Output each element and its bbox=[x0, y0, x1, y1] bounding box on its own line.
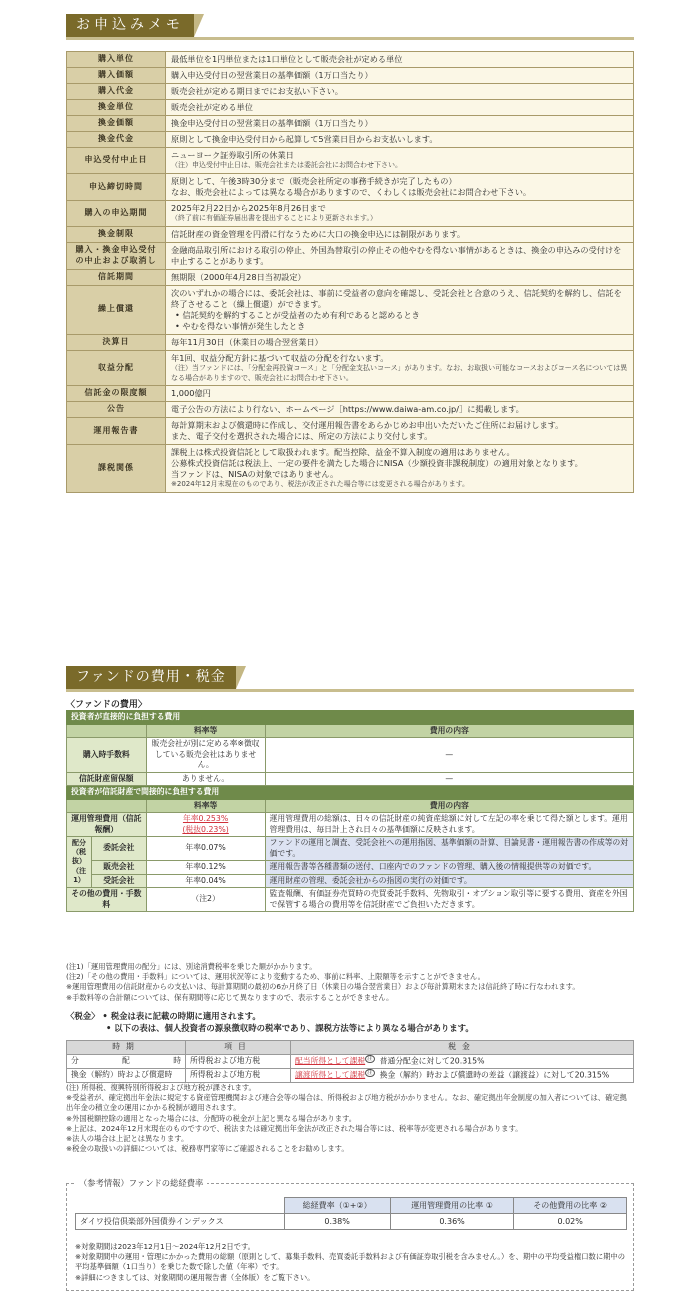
tax-period-0: 分配時 bbox=[67, 1054, 186, 1068]
memo-note: （終了前に有価証券届出書を提出することにより更新されます。） bbox=[171, 214, 377, 223]
alloc-desc-2: 運用財産の管理、委託会社からの指図の実行の対価です。 bbox=[265, 874, 633, 888]
tax-note: ※税金の取扱いの詳細については、税務専門家等にご確認されることをお勧めします。 bbox=[66, 1144, 349, 1154]
memo-line: 1,000億円 bbox=[171, 388, 211, 398]
ref-mgmt-value: 0.36% bbox=[390, 1214, 514, 1230]
memo-row-value bbox=[166, 84, 634, 100]
fee-header-rate-2: 料率等 bbox=[146, 799, 265, 813]
memo-table bbox=[66, 51, 634, 493]
memo-row-value bbox=[166, 402, 634, 418]
memo-row-value bbox=[166, 445, 634, 493]
memo-row-value bbox=[166, 52, 634, 68]
buy-fee-label: 購入時手数料 bbox=[67, 738, 147, 773]
fee-header-desc: 費用の内容 bbox=[265, 724, 633, 738]
memo-row-label: 公告 bbox=[67, 402, 166, 418]
memo-line: • やむを得ない事情が発生したとき bbox=[175, 320, 306, 331]
tax-kind-0: 配当所得として課税 bbox=[295, 1056, 366, 1066]
fee-notes bbox=[66, 962, 634, 1003]
fee-table bbox=[66, 710, 634, 912]
other-fee-desc: 監査報酬、有価証券売買時の売買委託手数料、先物取引・オプション取引等に要する費用、資産を外国で保管する場合の費用等を信託財産でご負担いただきます。 bbox=[265, 888, 633, 912]
tax-detail-0: 普通分配金に対して20.315% bbox=[379, 1056, 485, 1066]
memo-row bbox=[67, 242, 634, 269]
memo-row-label: 繰上償還 bbox=[67, 285, 166, 334]
memo-line: 販売会社が定める期日までにお支払い下さい。 bbox=[171, 86, 343, 97]
tax-value-0 bbox=[291, 1054, 634, 1068]
memo-line: 販売会社が定める単位 bbox=[171, 102, 253, 113]
ref-notes bbox=[75, 1242, 627, 1283]
tax-note: ※受益者が、確定拠出年金法に規定する資産管理機関および連合会等の場合は、所得税および地方税がかかりません。なお、確定拠出年金制度の加入者については、確定拠出年金の積立金の運用にかかる税制が適用されます。 bbox=[66, 1093, 627, 1113]
ref-col-other: その他費用の比率 ② bbox=[514, 1198, 627, 1214]
memo-row-label: 課税関係 bbox=[67, 445, 166, 493]
memo-row bbox=[67, 386, 634, 402]
fee-note: ※運用管理費用の信託財産からの支払いは、毎計算期間の最初の6か月終了日（休業日の場合翌営業日）および毎計算期末または信託終了時に行なわれます。 bbox=[66, 982, 580, 992]
ref-total-value: 0.38% bbox=[284, 1214, 390, 1230]
tax-table bbox=[66, 1040, 634, 1083]
memo-row-label: 換金単位 bbox=[67, 100, 166, 116]
memo-row bbox=[67, 201, 634, 227]
ref-note: ※詳細につきましては、対象期間の運用報告書（全体版）をご覧下さい。 bbox=[75, 1272, 315, 1282]
other-fee-rate: （注2） bbox=[146, 888, 265, 912]
memo-line: 課税上は株式投資信託として取扱われます。配当控除、益金不算入制度の適用はありません。 bbox=[171, 447, 515, 458]
memo-row-label: 換金制限 bbox=[67, 226, 166, 242]
memo-row-value bbox=[166, 201, 634, 227]
alloc-desc-0: ファンドの運用と調査、受託会社への運用指図、基準価額の計算、目論見書・運用報告書の作成等の対価です。 bbox=[265, 837, 633, 861]
memo-row bbox=[67, 285, 634, 334]
alloc-rate-0: 年率0.07% bbox=[146, 837, 265, 861]
memo-row-value bbox=[166, 386, 634, 402]
memo-row-label: 信託金の限度額 bbox=[67, 386, 166, 402]
tax-col-tax: 税金 bbox=[291, 1041, 634, 1055]
memo-row-value bbox=[166, 116, 634, 132]
memo-note: （注）当ファンドには、「分配金再投資コース」と「分配金支払いコース」があります。なお、お取扱い可能なコースおよびコース名については異なる場合がありますので、販売会社にお問合わせ下さい。 bbox=[171, 364, 628, 382]
memo-row bbox=[67, 52, 634, 68]
expense-ratio-table bbox=[75, 1197, 627, 1230]
memo-row bbox=[67, 335, 634, 351]
memo-line: ニューヨーク証券取引所の休業日 bbox=[171, 150, 294, 161]
fee-note: ※手数料等の合計額については、保有期間等に応じて異なりますので、表示することができません。 bbox=[66, 992, 394, 1002]
fee-note: (注2)「その他の費用・手数料」については、運用状況等により変動するため、事前に料率、上限額等を示すことができません。 bbox=[66, 972, 485, 982]
memo-line: 次のいずれかの場合には、委託会社は、事前に受益者の意向を確認し、受託会社と合意のうえ、信託契約を解約し、信託を終了させること（繰上償還）ができます。 bbox=[171, 287, 622, 309]
memo-line: 公募株式投資信託は税法上、一定の要件を満たした場合にNISA（少額投資非課税制度）の適用対象となります。 bbox=[171, 458, 583, 469]
memo-line: 年1回、収益分配方針に基づいて収益の分配を行ないます。 bbox=[171, 353, 389, 364]
tax-detail-1: 換金（解約）時および償還時の差益（譲渡益）に対して20.315% bbox=[379, 1070, 610, 1080]
ref-col-mgmt: 運用管理費用の比率 ① bbox=[390, 1198, 514, 1214]
memo-row bbox=[67, 402, 634, 418]
memo-line: 毎計算期末および償還時に作成し、交付運用報告書をあらかじめお申出いただいたご住所にお届けします。 bbox=[171, 420, 564, 431]
memo-line: 金融商品取引所における取引の停止、外国為替取引の停止その他やむを得ない事情があるときは、換金の申込みの受付けを中止することがあります。 bbox=[171, 244, 622, 266]
direct-cost-band: 投資者が直接的に負担する費用 bbox=[67, 711, 634, 725]
memo-row-value bbox=[166, 335, 634, 351]
ref-col-total: 総経費率（①+②） bbox=[284, 1198, 390, 1214]
mgmt-fee-rate bbox=[146, 813, 265, 837]
tax-item-1: 所得税および地方税 bbox=[186, 1068, 291, 1082]
ref-other-value: 0.02% bbox=[514, 1214, 627, 1230]
memo-line: 購入申込受付日の翌営業日の基準価額（1万口当たり） bbox=[171, 70, 373, 81]
memo-row-label: 決算日 bbox=[67, 335, 166, 351]
memo-row bbox=[67, 445, 634, 493]
tax-col-item: 項目 bbox=[186, 1041, 291, 1055]
memo-row-label: 申込受付中止日 bbox=[67, 148, 166, 174]
memo-line: 毎年11月30日（休業日の場合翌営業日） bbox=[171, 337, 323, 347]
memo-row-label: 信託期間 bbox=[67, 269, 166, 285]
memo-row-value bbox=[166, 269, 634, 285]
tax-heading-line2: • 以下の表は、個人投資者の源泉徴収時の税率であり、課税方法等により異なる場合があります。 bbox=[106, 1023, 474, 1034]
memo-row-value bbox=[166, 418, 634, 445]
tax-note: (注) 所得税、復興特別所得税および地方税が課されます。 bbox=[66, 1083, 256, 1092]
memo-row-label: 運用報告書 bbox=[67, 418, 166, 445]
ref-note: ※対象期間は2023年12月1日～2024年12月2日です。 bbox=[75, 1242, 255, 1251]
memo-row-value bbox=[166, 351, 634, 386]
mgmt-fee-desc: 運用管理費用の総額は、日々の信託財産の純資産総額に対して左記の率を乗じて得た額とします。運用管理費用は、毎日計上され日々の基準価額に反映されます。 bbox=[265, 813, 633, 837]
mgmt-fee-label: 運用管理費用（信託報酬） bbox=[67, 813, 147, 837]
tax-notes bbox=[66, 1083, 634, 1154]
tax-item-0: 所得税および地方税 bbox=[186, 1054, 291, 1068]
memo-line: 当ファンドは、NISAの対象ではありません。 bbox=[171, 469, 339, 480]
memo-row-label: 換金代金 bbox=[67, 132, 166, 148]
fee-subtitle: 〈ファンドの費用〉 bbox=[66, 700, 147, 710]
memo-line: また、電子交付を選択された場合には、所定の方法により交付します。 bbox=[171, 431, 433, 442]
memo-row-label: 購入価額 bbox=[67, 68, 166, 84]
memo-line: 2025年2月22日から2025年8月26日まで bbox=[171, 203, 326, 213]
memo-title-rule bbox=[66, 37, 634, 40]
fee-header-blank bbox=[67, 724, 147, 738]
reserve-desc: — bbox=[265, 772, 633, 786]
memo-row-label: 換金価額 bbox=[67, 116, 166, 132]
expense-ratio-box bbox=[66, 1178, 634, 1291]
fee-header-desc-2: 費用の内容 bbox=[265, 799, 633, 813]
fee-note: (注1)「運用管理費用の配分」には、別途消費税率を乗じた額がかかります。 bbox=[66, 962, 317, 971]
alloc-label: 配分（税抜）（注1） bbox=[67, 837, 92, 888]
tax-note: ※法人の場合は上記とは異なります。 bbox=[66, 1134, 189, 1144]
memo-row-label: 購入代金 bbox=[67, 84, 166, 100]
alloc-rate-1: 年率0.12% bbox=[146, 861, 265, 875]
alloc-name-2: 受託会社 bbox=[92, 874, 147, 888]
memo-line: 換金申込受付日の翌営業日の基準価額（1万口当たり） bbox=[171, 118, 373, 129]
fee-header-blank-2 bbox=[67, 799, 147, 813]
memo-row-value bbox=[166, 100, 634, 116]
tax-value-1 bbox=[291, 1068, 634, 1082]
memo-row-label: 申込締切時間 bbox=[67, 173, 166, 200]
memo-row bbox=[67, 226, 634, 242]
tax-col-period: 時期 bbox=[67, 1041, 186, 1055]
indirect-cost-band: 投資者が信託財産で間接的に負担する費用 bbox=[67, 786, 634, 800]
memo-row-value bbox=[166, 226, 634, 242]
memo-line: 原則として、午後3時30分まで（販売会社所定の事務手続きが完了したもの） bbox=[171, 175, 457, 186]
expense-ratio-title: （参考情報）ファンドの総経費率 bbox=[75, 1177, 207, 1189]
alloc-name-1: 販売会社 bbox=[92, 861, 147, 875]
ref-note: ※対象期間中の運用・管理にかかった費用の総額（原則として、募集手数料、売買委託手数料および有価証券取引税を含みません。）を、期中の平均受益権口数に期中の平均基準価額（1口当り）を乗じた数で除した値（年率）です。 bbox=[75, 1252, 626, 1272]
memo-line: 電子公告の方法により行ない、ホームページ［https://www.daiwa-am.co.jp/］に掲載します。 bbox=[171, 404, 524, 415]
memo-row bbox=[67, 84, 634, 100]
reserve-rate: ありません。 bbox=[146, 772, 265, 786]
memo-row bbox=[67, 132, 634, 148]
memo-note: （注）申込受付中止日は、販売会社または委託会社にお問合わせ下さい。 bbox=[171, 161, 402, 170]
memo-line: 原則として換金申込受付日から起算して5営業日目からお支払いします。 bbox=[171, 134, 438, 145]
tax-sup-0: 注 bbox=[367, 1055, 373, 1062]
memo-row-label: 購入単位 bbox=[67, 52, 166, 68]
memo-row-value bbox=[166, 173, 634, 200]
memo-line: 信託財産の資金管理を円滑に行なうために大口の換金申込には制限があります。 bbox=[171, 228, 466, 239]
tax-heading-line1: • 税金は表に記載の時期に適用されます。 bbox=[102, 1011, 261, 1021]
alloc-rate-2: 年率0.04% bbox=[146, 874, 265, 888]
memo-row bbox=[67, 148, 634, 174]
tax-kind-1: 譲渡所得として課税 bbox=[295, 1070, 366, 1080]
memo-row-label: 購入の申込期間 bbox=[67, 201, 166, 227]
memo-row bbox=[67, 68, 634, 84]
ref-fund-name: ダイワ投信倶楽部外国債券インデックス bbox=[76, 1214, 285, 1230]
memo-row bbox=[67, 418, 634, 445]
memo-row bbox=[67, 351, 634, 386]
memo-note: ※2024年12月末現在のものであり、税法が改正された場合等には変更される場合があります。 bbox=[171, 480, 470, 489]
tax-note: ※上記は、2024年12月末現在のものですので、税法または確定拠出年金法が改正された場合等には、税率等が変更される場合があります。 bbox=[66, 1123, 523, 1133]
tax-sup-1: 注 bbox=[367, 1069, 373, 1076]
memo-row-value bbox=[166, 132, 634, 148]
memo-row-label: 購入・換金申込受付の中止および取消し bbox=[67, 242, 166, 269]
mgmt-fee-rate-excl: (税抜0.23%) bbox=[182, 824, 229, 834]
tax-heading-label: 〈税金〉 bbox=[66, 1011, 100, 1021]
fees-section-title: ファンドの費用・税金 bbox=[66, 666, 236, 689]
ref-header-blank bbox=[76, 1198, 285, 1214]
memo-row bbox=[67, 100, 634, 116]
memo-row bbox=[67, 116, 634, 132]
buy-fee-desc: — bbox=[265, 738, 633, 773]
memo-line: なお、販売会社によっては異なる場合がありますので、くわしくは販売会社にお問合わせ下さい。 bbox=[171, 186, 532, 197]
memo-section-title: お申込みメモ bbox=[66, 14, 194, 37]
memo-line: 最低単位を1円単位または1口単位として販売会社が定める単位 bbox=[171, 54, 403, 64]
mgmt-fee-rate-incl: 年率0.253% bbox=[182, 814, 229, 824]
tax-note: ※外国税額控除の適用となった場合には、分配時の税金が上記と異なる場合があります。 bbox=[66, 1113, 357, 1123]
alloc-name-0: 委託会社 bbox=[92, 837, 147, 861]
memo-row bbox=[67, 173, 634, 200]
memo-row-label: 収益分配 bbox=[67, 351, 166, 386]
memo-row-value bbox=[166, 242, 634, 269]
tax-heading bbox=[66, 1010, 634, 1034]
memo-row bbox=[67, 269, 634, 285]
fee-header-rate: 料率等 bbox=[146, 724, 265, 738]
memo-row-value bbox=[166, 285, 634, 334]
fees-title-rule bbox=[66, 689, 634, 692]
tax-period-1: 換金（解約）時および償還時 bbox=[67, 1068, 186, 1082]
reserve-label: 信託財産留保額 bbox=[67, 772, 147, 786]
memo-line: • 信託契約を解約することが受益者のため有利であると認めるとき bbox=[175, 309, 420, 320]
other-fee-label: その他の費用・手数料 bbox=[67, 888, 147, 912]
memo-line: 無期限（2000年4月28日当初設定） bbox=[171, 271, 306, 282]
alloc-desc-1: 運用報告書等各種書類の送付、口座内でのファンドの管理、購入後の情報提供等の対価です。 bbox=[265, 861, 633, 875]
buy-fee-rate: 販売会社が別に定める率※徴収している販売会社はありません。 bbox=[146, 738, 265, 773]
memo-row-value bbox=[166, 68, 634, 84]
memo-row-value bbox=[166, 148, 634, 174]
